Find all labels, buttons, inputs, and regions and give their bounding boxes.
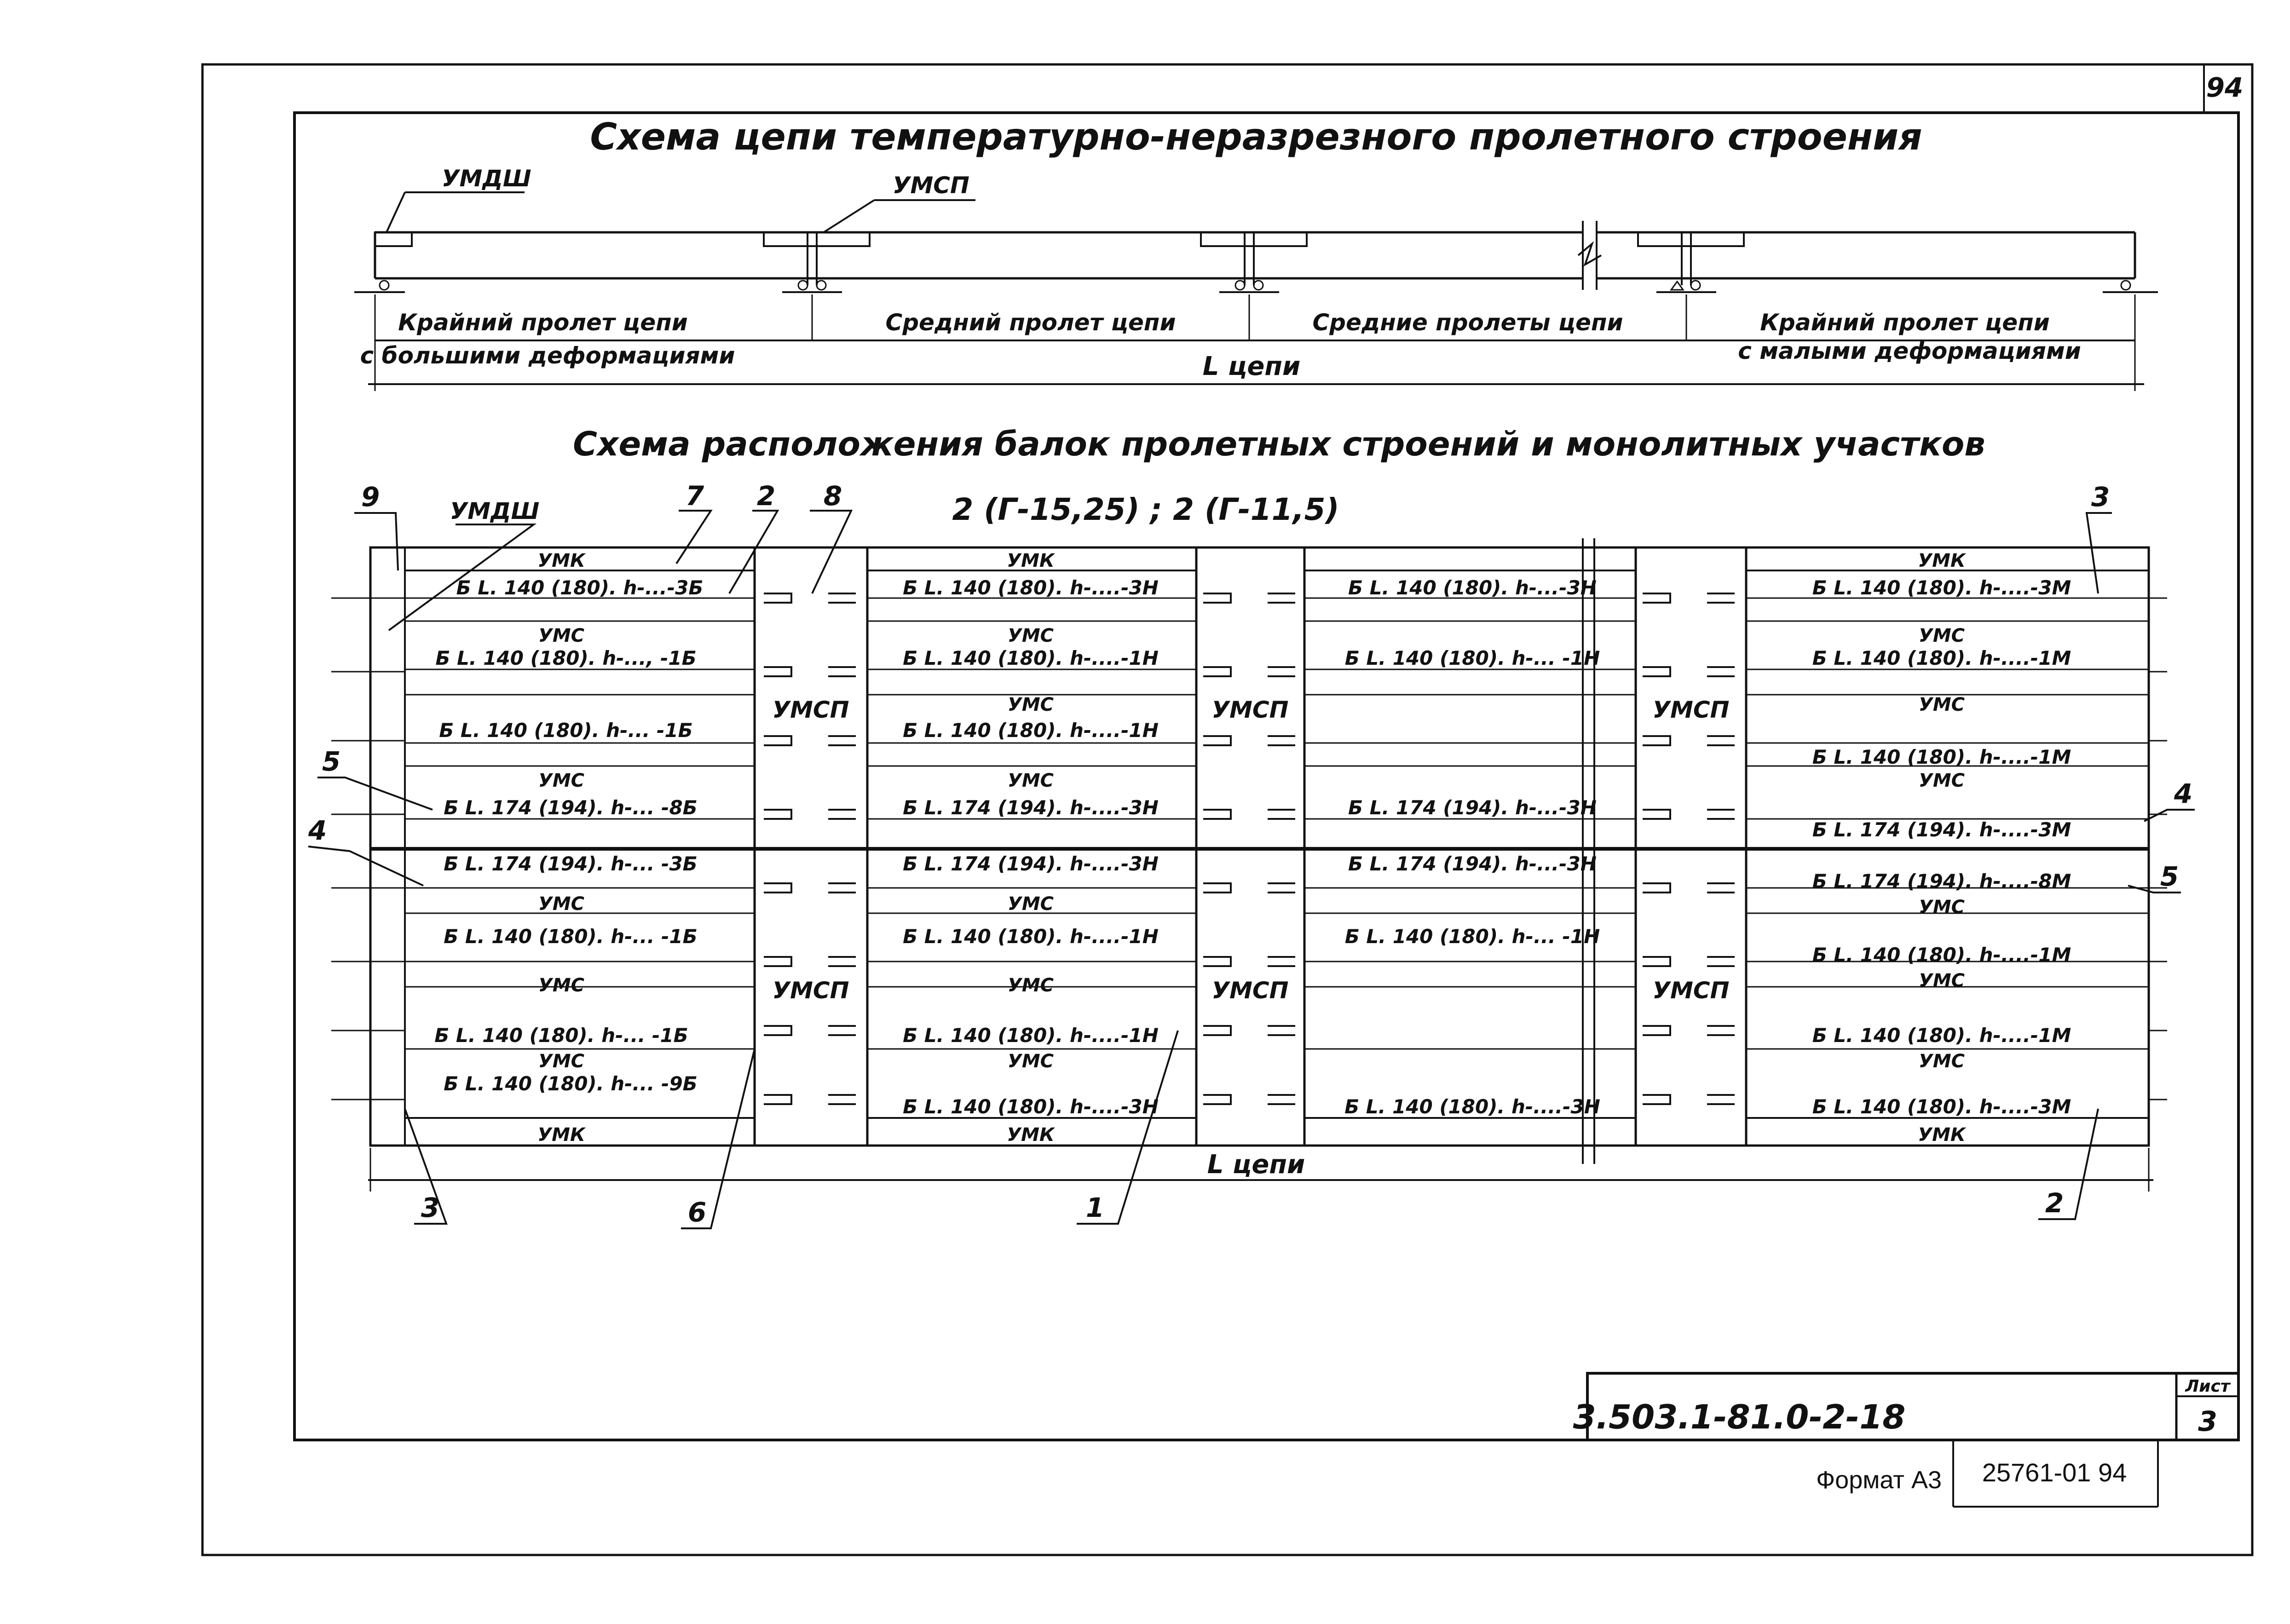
beam-label: Б L. 140 (180). h-... -1Н xyxy=(1344,647,1600,669)
top-umdsh-label: УМДШ xyxy=(442,165,531,192)
span-outer-right-line2: с малыми деформациями xyxy=(1738,338,2081,364)
beam-label: Б L. 140 (180). h-....-1М xyxy=(1812,647,2071,669)
beam-label: Б L. 140 (180). h-..., -1Б xyxy=(435,647,697,669)
sheet-number: 94 xyxy=(2206,72,2244,103)
inventory-number: 25761-01 94 xyxy=(1982,1458,2127,1487)
beam-label: Б L. 174 (194). h-...-3Н xyxy=(1348,796,1597,819)
chain-scheme-title: Схема цепи температурно-неразрезного пролетного строения xyxy=(590,115,1922,158)
sheet-label: Лист xyxy=(2185,1377,2230,1396)
sheet-value: 3 xyxy=(2198,1405,2217,1438)
beam-label: УМС xyxy=(538,770,584,791)
span-middle-label: Средний пролет цепи xyxy=(885,309,1176,336)
umsp-label-3a: УМСП xyxy=(1652,697,1730,723)
callout-6: 6 xyxy=(687,1197,707,1228)
beam-label: Б L. 140 (180). h-... -1Н xyxy=(1344,925,1600,948)
gauge-label: 2 (Г-15,25) ; 2 (Г-11,5) xyxy=(952,492,1339,527)
beam-label: Б L. 140 (180). h-....-1Н xyxy=(903,925,1159,948)
beam-label: Б L. 140 (180). h-....-3М xyxy=(1812,576,2071,599)
span-middles-label: Средние пролеты цепи xyxy=(1312,309,1623,336)
beam-label: Б L. 140 (180). h-....-3Н xyxy=(903,576,1159,599)
beam-label: Б L. 140 (180). h-...-3Н xyxy=(1348,576,1597,599)
top-l-chain: L цепи xyxy=(1202,351,1301,381)
callout-8: 8 xyxy=(823,480,842,512)
beam-label: Б L. 174 (194). h-... -3Б xyxy=(444,852,698,875)
beam-label: УМС xyxy=(1919,625,1965,646)
beam-label: Б L. 140 (180). h-....-1Н xyxy=(903,719,1159,742)
beam-label: УМС xyxy=(1919,770,1965,791)
callout-3a: 3 xyxy=(2091,481,2110,513)
beam-label: Б L. 140 (180). h-....-1Н xyxy=(903,647,1159,669)
beam-label: Б L. 140 (180). h-... -1Б xyxy=(439,719,693,742)
beam-label: УМС xyxy=(1008,1051,1054,1072)
callout-3b: 3 xyxy=(421,1192,440,1223)
beam-label: УМК xyxy=(1918,1124,1966,1146)
beam-label: Б L. 174 (194). h-....-3Н xyxy=(903,796,1159,819)
beam-label: УМС xyxy=(1008,770,1054,791)
beam-label: УМС xyxy=(1919,970,1965,991)
document-code: 3.503.1-81.0-2-18 xyxy=(1573,1398,1906,1436)
beam-label: Б L. 140 (180). h-... -9Б xyxy=(444,1072,698,1095)
beam-label: УМС xyxy=(538,975,584,996)
beam-label: Б L. 140 (180). h-... -1Б xyxy=(444,925,698,948)
beam-label: Б L. 140 (180). h-....-1М xyxy=(1812,746,2071,768)
beam-label: УМС xyxy=(1008,893,1054,915)
callout-5a: 5 xyxy=(322,746,341,777)
umsp-label-1b: УМСП xyxy=(772,977,849,1004)
umsp-label-2a: УМСП xyxy=(1211,697,1289,723)
top-umsp-label: УМСП xyxy=(893,172,969,199)
callout-4a: 4 xyxy=(308,815,327,846)
callout-5b: 5 xyxy=(2160,861,2179,892)
beam-label: Б L. 140 (180). h-....-3М xyxy=(1812,1095,2071,1118)
callout-4b: 4 xyxy=(2174,778,2193,809)
callout-2b: 2 xyxy=(2045,1187,2064,1219)
beam-label: УМС xyxy=(538,625,584,646)
beam-label: УМС xyxy=(1008,625,1054,646)
callout-9: 9 xyxy=(361,481,380,513)
span-outer-right-line1: Крайний пролет цепи xyxy=(1760,309,2050,336)
span-outer-left-line2: с большими деформациями xyxy=(360,342,735,369)
beam-label: УМС xyxy=(1919,1051,1965,1072)
beam-label: УМС xyxy=(1919,694,1965,715)
beam-label: УМК xyxy=(1007,550,1055,571)
beam-label: УМК xyxy=(1007,1124,1055,1146)
umsp-label-1a: УМСП xyxy=(772,697,849,723)
beam-label: УМС xyxy=(1008,975,1054,996)
callout-1: 1 xyxy=(1085,1192,1105,1223)
beam-label: Б L. 140 (180). h-....-1М xyxy=(1812,1024,2071,1047)
callout-2a: 2 xyxy=(756,480,776,512)
beam-label: Б L. 140 (180). h-...-3Б xyxy=(456,576,704,599)
beam-label: Б L. 140 (180). h-....-1М xyxy=(1812,944,2071,966)
beam-label: УМС xyxy=(538,1051,584,1072)
beam-label: Б L. 140 (180). h-....-3Н xyxy=(1344,1095,1600,1118)
span-outer-left-line1: Крайний пролет цепи xyxy=(398,309,688,336)
beam-label: Б L. 174 (194). h-...-3Н xyxy=(1348,852,1597,875)
beam-label: УМК xyxy=(1918,550,1966,571)
umsp-label-2b: УМСП xyxy=(1211,977,1289,1004)
format-label: Формат А3 xyxy=(1816,1466,1942,1494)
callout-7: 7 xyxy=(685,480,704,512)
layout-umdsh-label: УМДШ xyxy=(450,498,540,524)
beam-label: УМК xyxy=(537,550,585,571)
beam-label: Б L. 174 (194). h-....-3М xyxy=(1812,818,2071,841)
beam-label: Б L. 140 (180). h-....-3Н xyxy=(903,1095,1159,1118)
beam-label: УМС xyxy=(1919,897,1965,918)
beam-label: Б L. 140 (180). h-... -1Б xyxy=(434,1024,688,1047)
beam-label: УМС xyxy=(538,893,584,915)
layout-scheme-title: Схема расположения балок пролетных строений и монолитных участков xyxy=(573,425,1985,463)
beam-label: Б L. 174 (194). h-....-3Н xyxy=(903,852,1159,875)
beam-label: Б L. 174 (194). h-... -8Б xyxy=(444,796,698,819)
beam-label: Б L. 174 (194). h-....-8М xyxy=(1812,870,2071,893)
beam-label: УМС xyxy=(1008,694,1054,715)
layout-l-chain: L цепи xyxy=(1207,1150,1305,1180)
umsp-label-3b: УМСП xyxy=(1652,977,1730,1004)
beam-label: УМК xyxy=(537,1124,585,1146)
beam-label: Б L. 140 (180). h-....-1Н xyxy=(903,1024,1159,1047)
